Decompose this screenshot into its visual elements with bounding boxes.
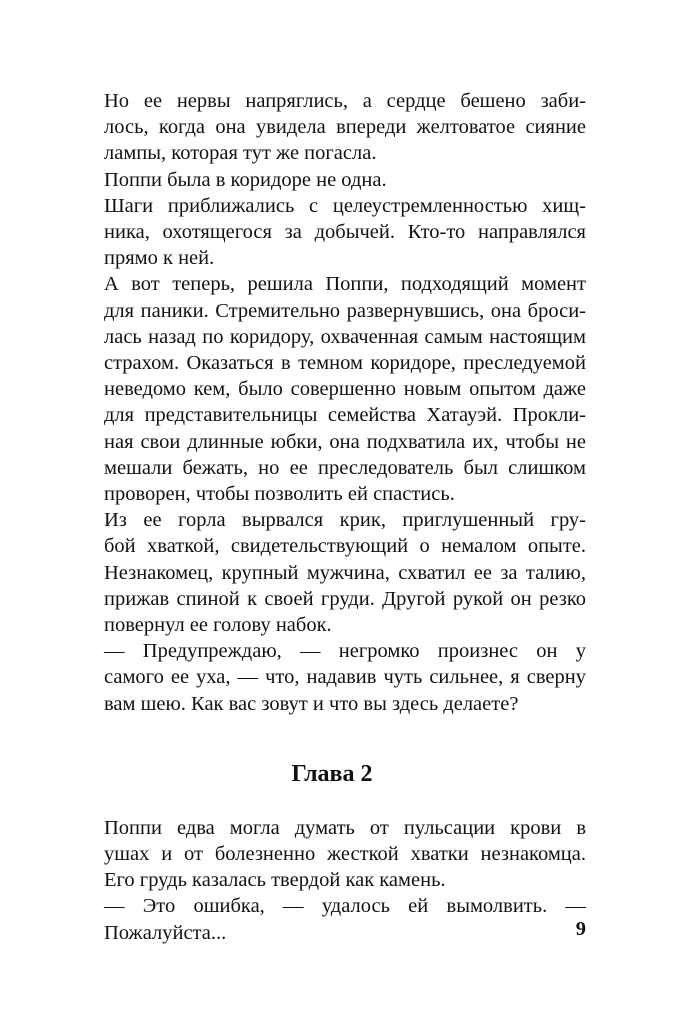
text-line: — Это ошибка, — удалось ей вымолвить. — — [104, 895, 586, 918]
text-line: Но ее нервы напряглись, а сердце бешено заби- — [104, 90, 586, 112]
text-line: — Предупреждаю, — негромко произнес он у — [104, 640, 586, 663]
page-number: 9 — [575, 918, 586, 940]
text-line: Из ее горла вырвался крик, приглушенный гру- — [104, 509, 586, 532]
text-line: бой хваткой, свидетельствующий о немалом опыте. — [104, 535, 586, 558]
chapter-1-ending — [78, 88, 586, 717]
text-line: для паники. Стремительно развернувшись, она броси- — [104, 299, 586, 322]
text-line: Поппи была в коридоре не одна. — [104, 168, 387, 191]
text-line: прижав спиной к своей груди. Другой рукой он резко — [104, 587, 586, 610]
text-block — [78, 88, 586, 946]
text-line: Незнакомец, крупный мужчина, схватил ее за талию, — [104, 561, 586, 584]
text-line: ника, охотящегося за добычей. Кто-то направлялся — [104, 221, 586, 244]
chapter-2-beginning — [78, 815, 586, 946]
text-line: Его грудь казалась твердой как камень. — [104, 869, 446, 892]
text-line: Пожалуйста... — [104, 921, 227, 944]
paragraph — [78, 815, 586, 894]
paragraph — [78, 638, 586, 717]
text-line: повернул ее голову набок. — [104, 614, 332, 637]
text-line: Шаги приближались с целеустремленностью хищ- — [104, 194, 586, 217]
text-line: вам шею. Как вас зовут и что вы здесь делаете? — [104, 692, 519, 715]
text-line: лампы, которая тут же погасла. — [104, 142, 377, 165]
paragraph — [78, 88, 586, 167]
text-line: А вот теперь, решила Поппи, подходящий момент — [104, 273, 586, 296]
text-line: страхом. Оказаться в темном коридоре, преследуемой — [104, 352, 586, 375]
paragraph — [78, 167, 586, 193]
paragraph — [78, 893, 586, 945]
text-line: самого ее уха, — что, надавив чуть сильнее, я сверну — [104, 666, 586, 689]
text-line: ушах и от болезненно жесткой хватки незнакомца. — [104, 843, 586, 866]
text-line: мешали бежать, но ее преследователь был слишком — [104, 456, 586, 479]
text-line: лось, когда она увидела впереди желтоватое сияние — [104, 116, 586, 139]
paragraph — [78, 271, 586, 507]
text-line: ная свои длинные юбки, она подхватила их, чтобы не — [104, 430, 586, 453]
text-line: неведомо кем, было совершенно новым опытом даже — [104, 378, 586, 401]
text-line: Поппи едва могла думать от пульсации крови в — [104, 816, 586, 839]
text-line: проворен, чтобы позволить ей спастись. — [104, 483, 455, 506]
text-line: для представительницы семейства Хатауэй. Прокли- — [104, 404, 586, 427]
chapter-heading: Глава 2 — [291, 760, 373, 787]
paragraph — [78, 507, 586, 638]
paragraph — [78, 193, 586, 272]
text-line: прямо к ней. — [104, 247, 215, 270]
text-line: лась назад по коридору, охваченная самым настоящим — [104, 325, 586, 348]
